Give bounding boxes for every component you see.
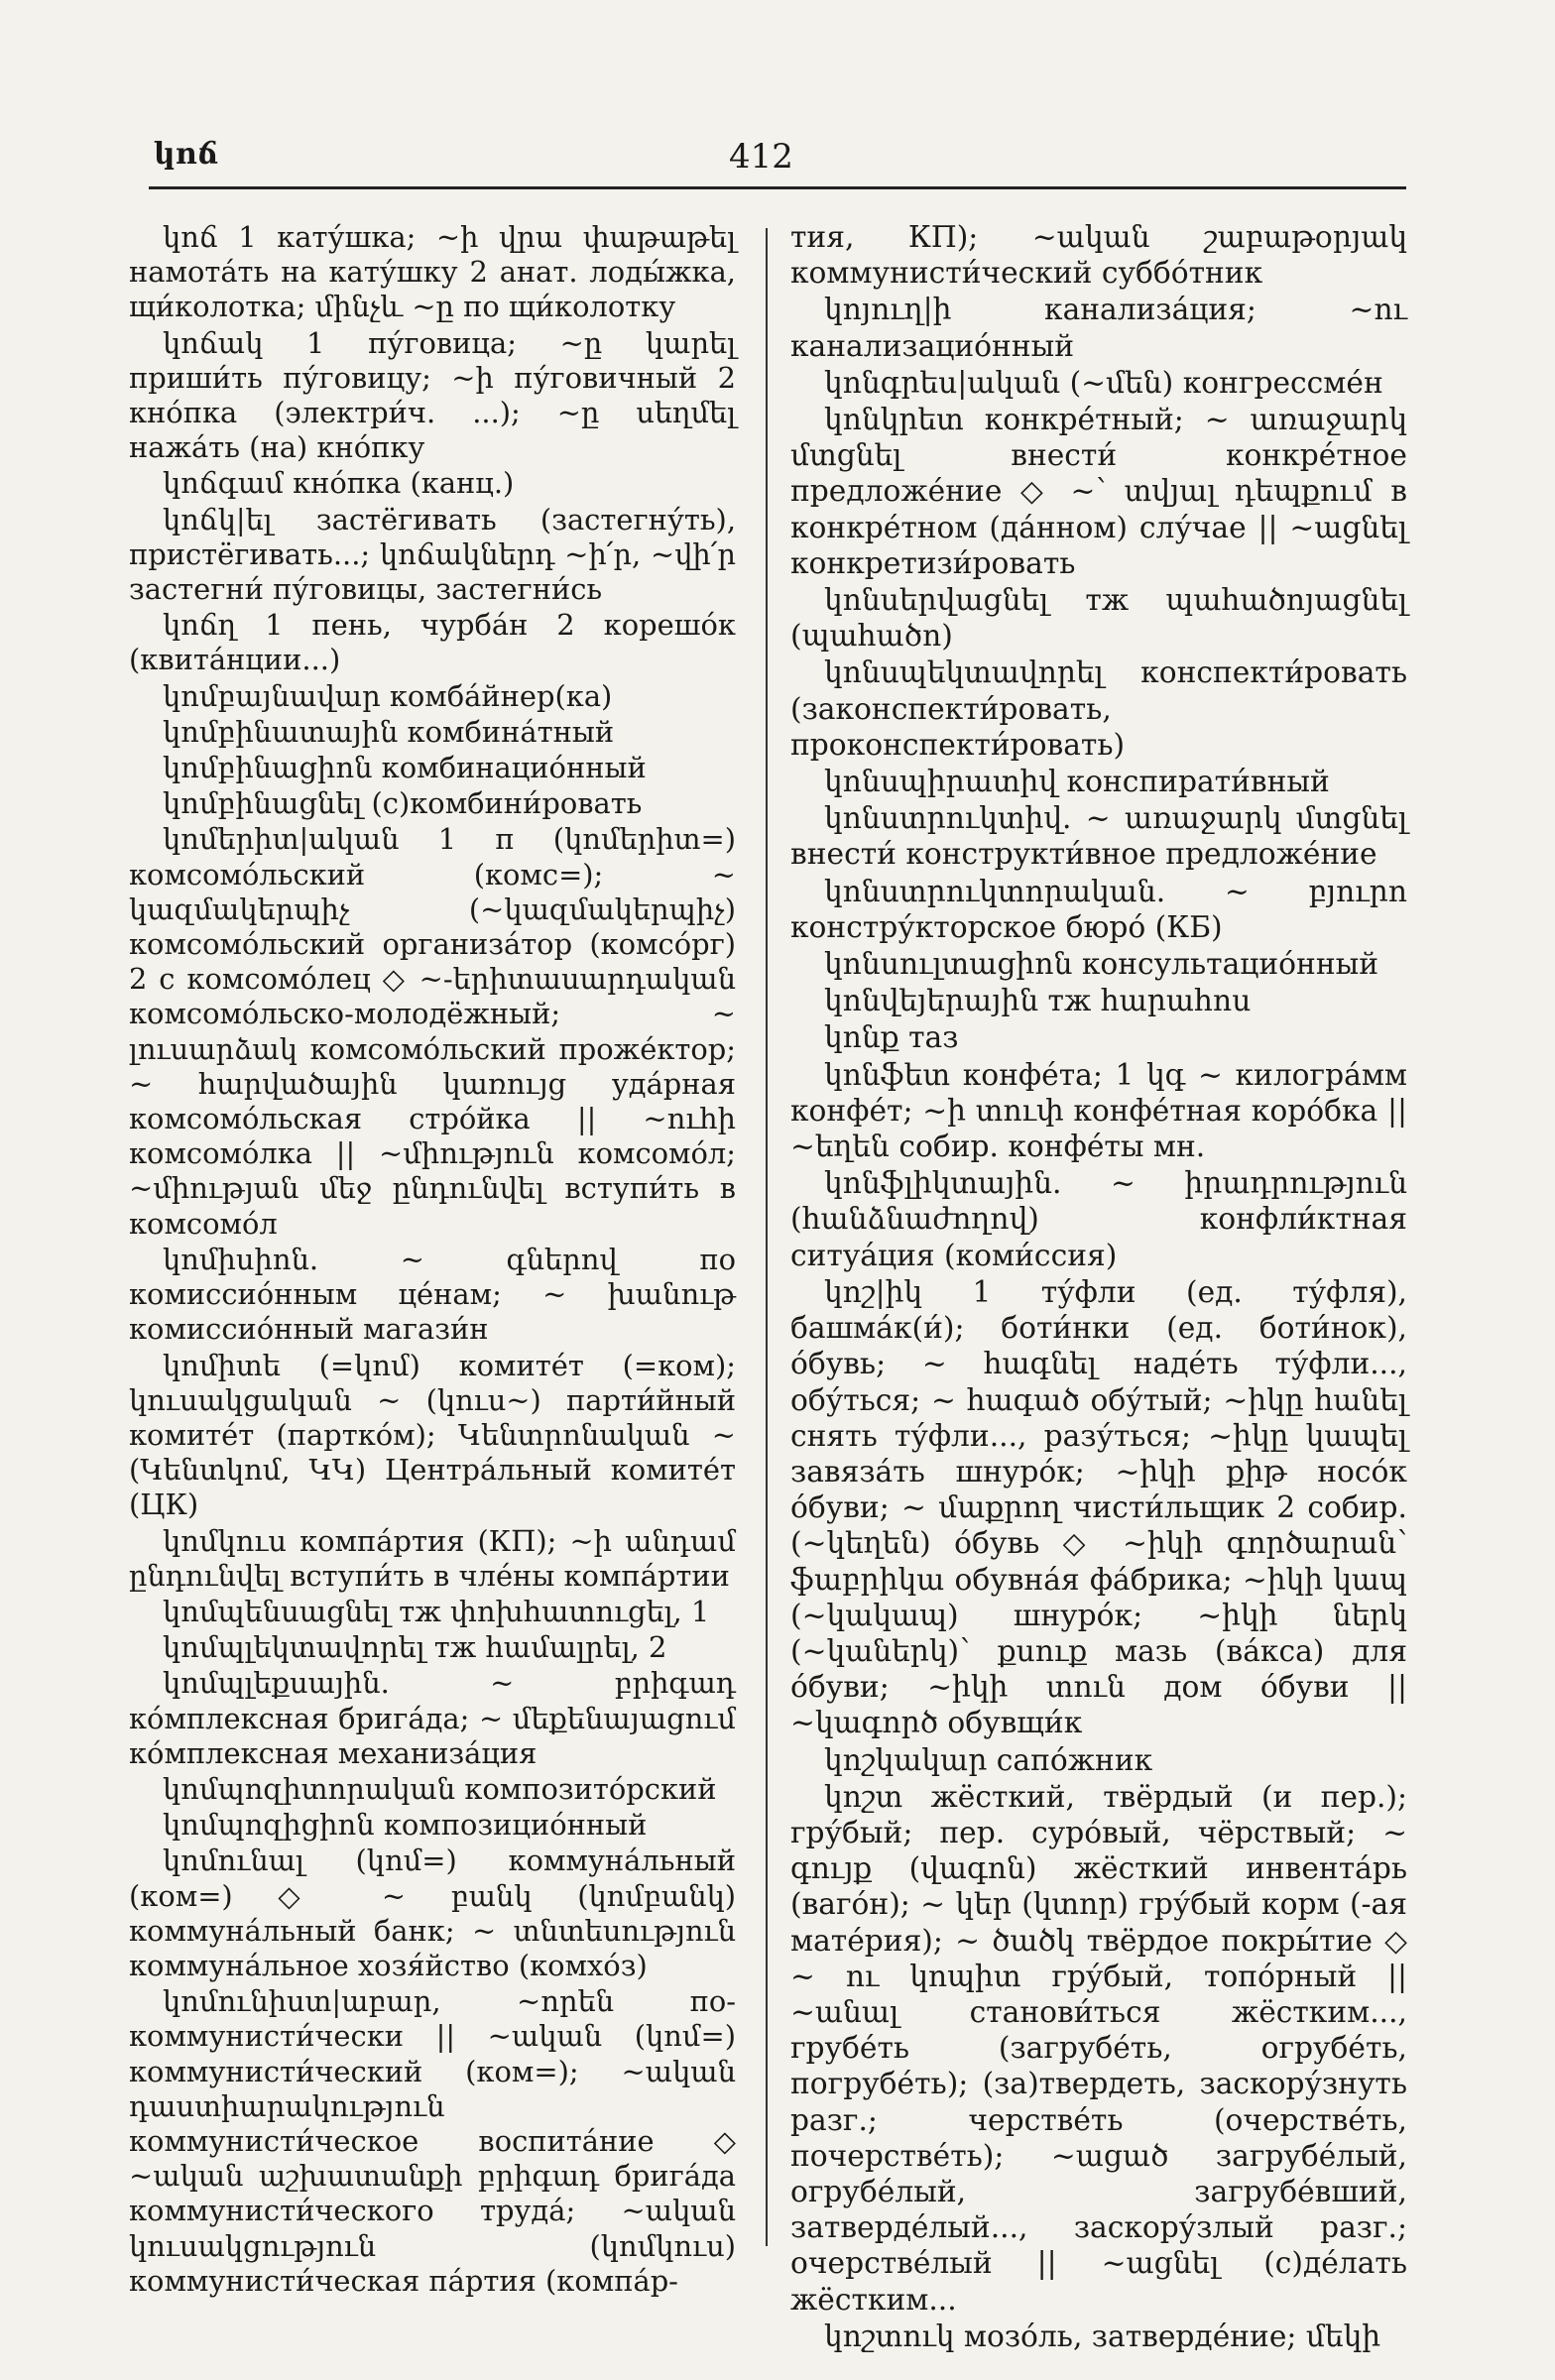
header-rule [149,186,1406,189]
page-number: 412 [729,137,793,177]
dictionary-entry: կոնսպեկտավորել конспекти́ровать (законспекти́ровать, проконспекти́ровать) [790,655,1407,763]
dictionary-entry: կոմկուս компа́ртия (КП); ~ի անդամ ընդունվել вступи́ть в чле́ны компа́ртии [129,1523,736,1593]
dictionary-entry: կոմիտե (=կոմ) комите́т (=ком); կուսակցական ~ (կուս~) парти́йный комите́т (партко́м); Կենտրոնական ~ (Կենտկոմ, ԿԿ) Центра́льный комите́т (ЦК) [129,1348,736,1522]
dictionary-entry: կոճ 1 кату́шка; ~ի վրա փաթաթել намота́ть на кату́шку 2 анат. лоды́жка, щи́колотка; մինչև ~ը по щи́колотку [129,220,736,324]
dictionary-entry: կոնգրես|ական (~մեն) конгрессме́н [824,365,1383,401]
dictionary-entry: կոմբայնավար комба́йнер(ка) [163,678,613,713]
dictionary-entry: կոնֆետ конфе́та; 1 կգ ~ килогра́мм конфе́т; ~ի տուփ конфе́тная коро́бка || ~եղեն собир. конфе́ты мн. [790,1057,1407,1165]
column-divider [766,228,768,2246]
dictionary-entry: կոմպոզիցիոն композицио́нный [163,1808,648,1843]
dictionary-entry: կոնկրետ конкре́тный; ~ առաջարկ մտցնել внести́ конкре́тное предложе́ние ◇ ~՝ տվյալ դեպքում в конкре́тном (да́нном) слу́чае || ~ացնել конкретизи́ровать [790,403,1407,581]
dictionary-entry: կոմպլեկտավորել тж համալրել, 2 [163,1630,667,1665]
dictionary-entry: կոմպոզիտորական композито́рский [163,1771,717,1806]
dictionary-entry: կոմպլեքսային. ~ բրիգադ ко́мплексная брига́да; ~ մեքենայացում ко́мплексная механиза́ция [129,1666,736,1770]
dictionary-entry: կոնսերվացնել тж պահածոյացնել (պահածո) [790,583,1407,654]
dictionary-entry: կոմբինատային комбина́тный [163,714,615,749]
dictionary-entry: կոնք таз [824,1020,959,1056]
dictionary-entry: կոմբինացնել (с)комбини́ровать [163,786,643,821]
dictionary-entry: կոշտուկ мозо́ль, затверде́ние; մեկի [824,2319,1381,2354]
dictionary-entry: կոմունիստ|աբար, ~որեն по-коммунисти́чески || ~ական (կոմ=) коммунисти́ческий (ком=); ~ական դաստիարակություն коммунисти́ческое воспита́ние ◇ ~ական աշխատանքի բրիգադ брига́да коммунисти́ческого труда́; ~ական կուսակցություն (կոմկուս) коммунисти́ческая па́ртия (компа́р- [129,1984,736,2298]
left-column [129,220,736,2300]
dictionary-entry: կոճգամ кно́пка (канц.) [163,466,515,501]
dictionary-entry: կոնսուլտացիոն консультацио́нный [824,947,1379,983]
right-column [790,220,1407,2356]
dictionary-entry: կոշկակար сапо́жник [824,1742,1153,1778]
dictionary-entry: կոճղ 1 пень, чурба́н 2 корешо́к (квита́нции...) [129,608,736,677]
dictionary-entry: կոնսպիրատիվ конспирати́вный [824,765,1330,800]
dictionary-entry-continued: тия, КП); ~ական շաբաթօրյակ коммунисти́ческий суббо́тник [790,220,1407,292]
dictionary-entry: կոմիսիոն. ~ գներով по комиссио́нным це́нам; ~ խանութ комиссио́нный магази́н [129,1242,736,1347]
dictionary-entry: կոնվեյերային тж հարահոս [824,984,1252,1019]
dictionary-entry: կոյուղ|ի канализа́ция; ~ու канализацио́нный [790,293,1407,364]
running-head: կոճ [154,137,218,172]
dictionary-entry: կոմունալ (կոմ=) коммуна́льный (ком=) ◇ ~ բանկ (կոմբանկ) коммуна́льный банк; ~ տնտեսություն коммуна́льное хозя́йство (комхо́з) [129,1844,736,1982]
dictionary-entry: կոնստրուկտիվ. ~ առաջարկ մտցնել внести́ конструкти́вное предложе́ние [790,801,1407,873]
dictionary-entry: կոճակ 1 пу́говица; ~ը կարել приши́ть пу́говицу; ~ի пу́говичный 2 кно́пка (электри́ч. ...); ~ը սեղմել нажа́ть (на) кно́пку [129,325,736,465]
dictionary-entry: կոմպենսացնել тж փոխհատուցել, 1 [163,1594,710,1628]
dictionary-entry: կոմբինացիոն комбинацио́нный [163,751,647,785]
dictionary-entry: կոճկ|ել застёгивать (застегну́ть), пристёгивать...; կոճակներդ ~ի՛ր, ~վի՛ր застегни́ пу́говицы, застегни́сь [129,502,736,607]
dictionary-entry: կոշ|իկ 1 ту́фли (ед. ту́фля), башма́к(и́); боти́нки (ед. боти́нок), о́бувь; ~ հագնել наде́ть ту́фли..., обу́ться; ~ հագած обу́тый; ~իկը հանել снять ту́фли..., разу́ться; ~իկը կապել завяза́ть шнуро́к; ~իկի քիթ носо́к о́буви; ~ մաքրող чисти́льщик 2 собир. (~կեղեն) о́бувь ◇ ~իկի գործարան՝ ֆաբրիկա обувна́я фа́брика; ~իկի կապ (~կակապ) шнуро́к; ~իկի ներկ (~կաներկ)՝ քսուք мазь (ва́кса) для о́буви; ~իկի տուն дом о́буви || ~կագործ обувщи́к [790,1274,1407,1741]
dictionary-entry: կոշտ жёсткий, твёрдый (и пер.); гру́бый; пер. суро́вый, чёрствый; ~ գույք (վագոն) жёсткий инвента́рь (ваго́н); ~ կեր (կտոր) гру́бый корм (-ая мате́рия); ~ ծածկ твёрдое покры́тие ◇ ~ ու կոպիտ гру́бый, топо́рный || ~անալ станови́ться жёстким..., грубе́ть (загрубе́ть, огрубе́ть, погрубе́ть); (за)твердеть, заскору́знуть разг.; черстве́ть (очерстве́ть, почерстве́ть); ~ացած загрубе́лый, огрубе́лый, загрубе́вший, затверде́лый..., заскору́злый разг.; очерстве́лый || ~ացնել (с)де́лать жёстким... [790,1779,1407,2318]
dictionary-entry: կոնստրուկտորական. ~ բյուրո констру́кторское бюро́ (КБ) [790,874,1407,945]
dictionary-entry: կոնֆլիկտային. ~ իրադրություն (հանձնաժողով) конфли́ктная ситуа́ция (коми́ссия) [790,1166,1407,1273]
dictionary-entry: կոմերիտ|ական 1 п (կոմերիտ=) комсомо́льский (комс=); ~ կազմակերպիչ (~կազմակերպիչ) комсомо́льский организа́тор (комсо́рг) 2 с комсомо́лец ◇ ~-երիտասարդական комсомо́льско-молодёжный; ~ լուսարձակ комсомо́льский проже́ктор; ~ հարվածային կառույց уда́рная комсомо́льская стро́йка || ~ուհի комсомо́лка || ~միություն комсомо́л; ~միության մեջ ընդունվել вступи́ть в комсомо́л [129,822,736,1241]
